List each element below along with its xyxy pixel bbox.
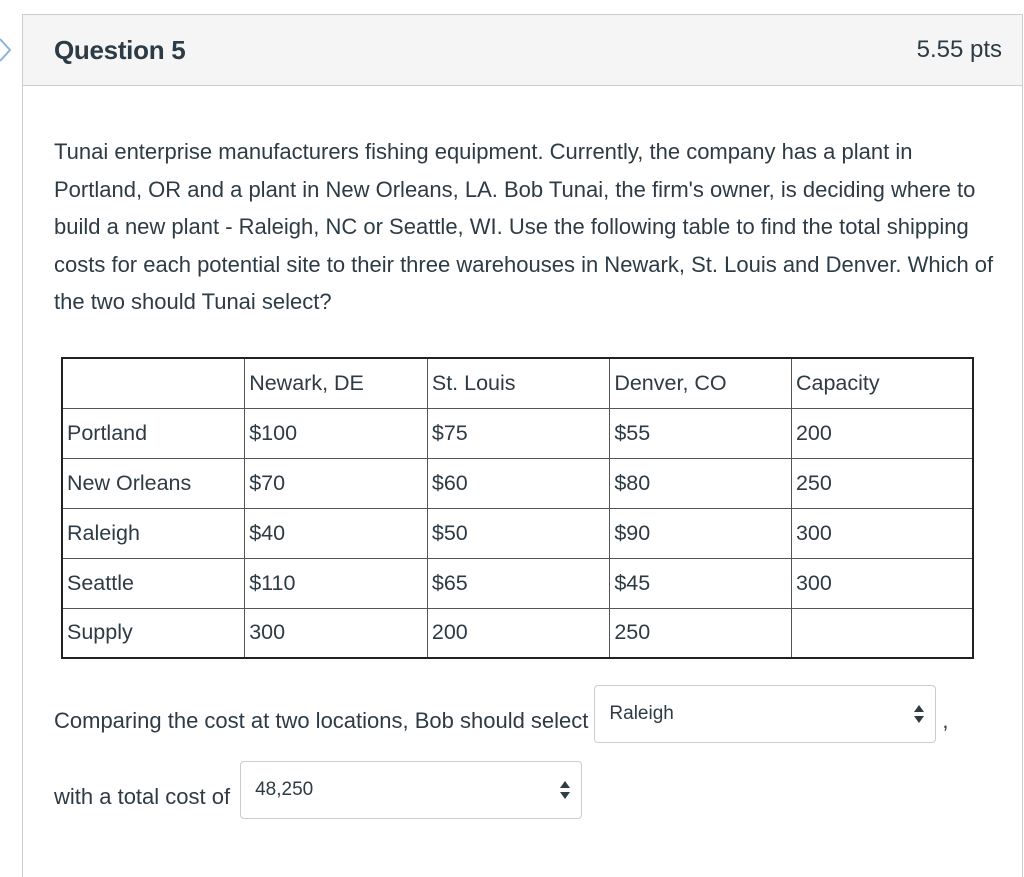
question-card: [22, 14, 1023, 877]
table-row: [62, 508, 973, 558]
question-title: Question 5: [54, 34, 186, 65]
total-cost-select[interactable]: [240, 761, 582, 819]
table-cell: 250: [791, 458, 973, 508]
table-row: [62, 558, 973, 608]
table-cell: 250: [610, 608, 792, 658]
table-cell: $90: [610, 508, 792, 558]
table-cell: $70: [245, 458, 428, 508]
table-cell: $65: [427, 558, 609, 608]
shipping-cost-table: [61, 357, 974, 659]
table-cell: [791, 608, 973, 658]
table-cell: 200: [791, 408, 973, 458]
location-select[interactable]: [594, 685, 936, 743]
table-cell: Raleigh: [62, 508, 245, 558]
table-cell: 200: [427, 608, 609, 658]
table-header-cell: [62, 358, 245, 408]
table-cell: 300: [245, 608, 428, 658]
trailing-comma: ,: [942, 708, 949, 733]
table-cell: $80: [610, 458, 792, 508]
table-cell: Supply: [62, 608, 245, 658]
table-cell: Seattle: [62, 558, 245, 608]
table-header-cell: Denver, CO: [610, 358, 792, 408]
select-updown-arrows-icon: [913, 703, 925, 725]
table-header-cell: St. Louis: [427, 358, 609, 408]
question-header: [23, 15, 1022, 86]
total-cost-select-value: 48,250: [255, 779, 314, 800]
table-cell: $75: [427, 408, 609, 458]
table-row: [62, 458, 973, 508]
table-cell: 300: [791, 558, 973, 608]
table-cell: $110: [245, 558, 428, 608]
table-header-row: [62, 358, 973, 408]
table-cell: $50: [427, 508, 609, 558]
answer-line-cost: [54, 761, 582, 819]
chevron-right-icon[interactable]: [0, 36, 14, 64]
table-header-cell: Newark, DE: [245, 358, 428, 408]
table-row: [62, 408, 973, 458]
select-updown-arrows-icon: [559, 779, 571, 801]
table-cell: New Orleans: [62, 458, 245, 508]
table-cell: $100: [245, 408, 428, 458]
table-cell: 300: [791, 508, 973, 558]
question-text: Tunai enterprise manufacturers fishing equipment. Currently, the company has a plant in Portland, OR and a plant in New Orleans, LA. Bob Tunai, the firm's owner, is deciding where to build a new plant - Raleigh, NC or Seattle, WI. Use the following table to find the total shipping costs for each potential site to their three warehouses in Newark, St. Louis and Denver. Which of the two should Tunai select?: [54, 139, 994, 314]
table-cell: $55: [610, 408, 792, 458]
answer-prompt-cost: with a total cost of: [54, 784, 231, 809]
answer-line-location: [54, 685, 949, 743]
answer-prompt-location: Comparing the cost at two locations, Bob should select: [54, 708, 589, 733]
location-select-value: Raleigh: [609, 703, 674, 724]
table-header-cell: Capacity: [791, 358, 973, 408]
table-cell: Portland: [62, 408, 245, 458]
question-points: 5.55 pts: [916, 36, 1002, 63]
table-cell: $40: [245, 508, 428, 558]
table-cell: $45: [610, 558, 792, 608]
table-cell: $60: [427, 458, 609, 508]
table-row: [62, 608, 973, 658]
